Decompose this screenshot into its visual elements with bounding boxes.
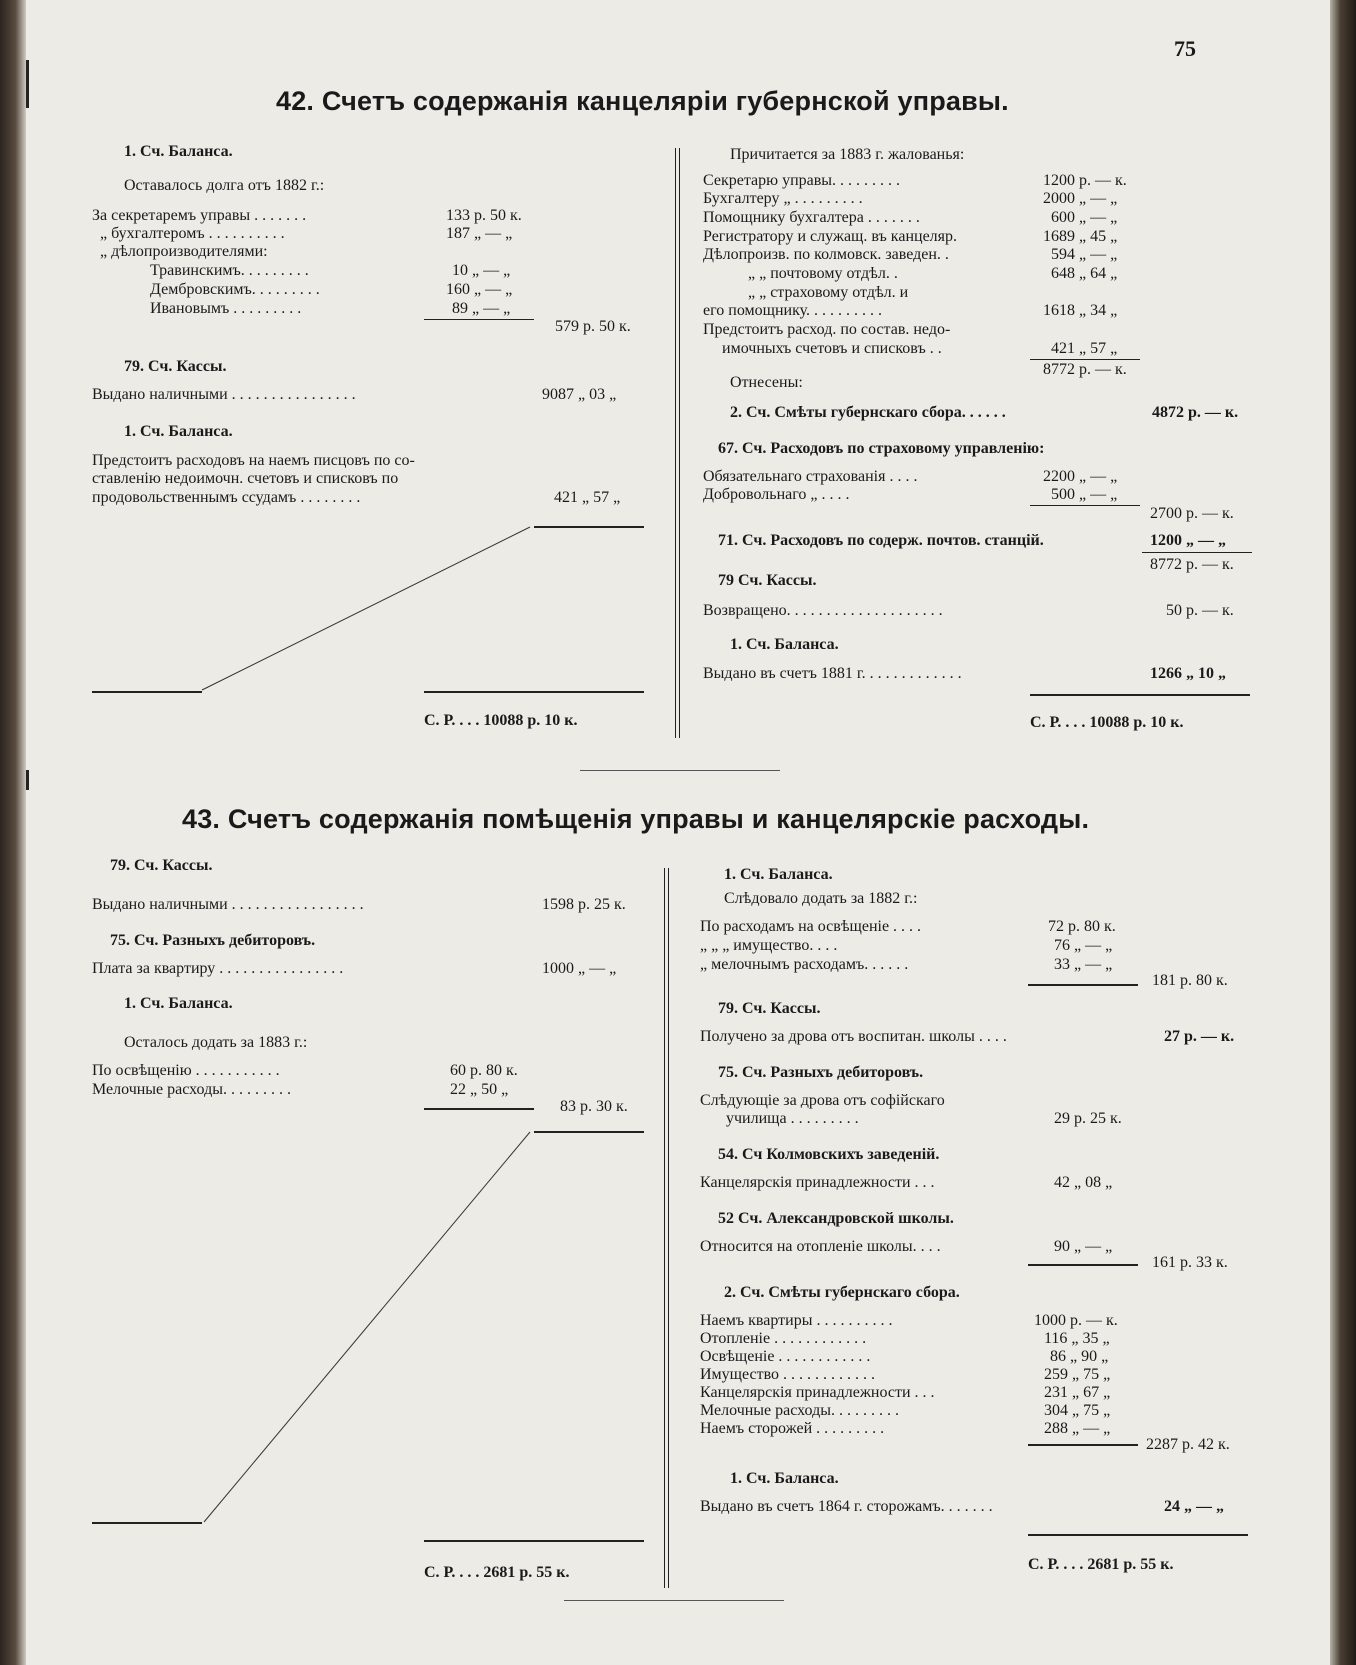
- entry-value: 1689 „ 45 „: [1043, 228, 1118, 245]
- entry-text: Предстоитъ расходовъ на наемъ писцовъ по со-: [92, 452, 415, 469]
- entry-value: 29 р. 25 к.: [1054, 1110, 1122, 1127]
- entry-value: 4872 р. — к.: [1152, 404, 1239, 421]
- subheading: Осталось додать за 1883 г.:: [124, 1034, 308, 1051]
- account-heading: 1. Сч. Баланса.: [730, 1470, 839, 1487]
- account-heading: 2. Сч. Смѣты губернскаго сбора.: [724, 1284, 960, 1301]
- entry-label: 2. Сч. Смѣты губернскаго сбора. . . . . .: [730, 404, 1006, 421]
- account-heading: 79. Сч. Кассы.: [718, 1000, 821, 1017]
- entry-value: 9087 „ 03 „: [542, 386, 617, 403]
- entry-label: Мелочные расходы. . . . . . . . .: [92, 1081, 291, 1098]
- entry-label: „ „ „ имущество. . . .: [700, 937, 838, 954]
- entry-value: 187 „ — „: [446, 225, 513, 242]
- entry-label: „ бухгалтеромъ . . . . . . . . . .: [100, 225, 285, 242]
- entry-value: 72 р. 80 к.: [1048, 918, 1116, 935]
- entry-value: 27 р. — к.: [1164, 1028, 1235, 1045]
- entry-value: 1618 „ 34 „: [1043, 302, 1118, 319]
- entry-label: Плата за квартиру . . . . . . . . . . . . . . . .: [92, 960, 344, 977]
- entry-label: Выдано наличными . . . . . . . . . . . . . . . . .: [92, 896, 364, 913]
- entry-label: Канцелярскія принадлежности . . .: [700, 1384, 935, 1401]
- account-heading: 79. Сч. Кассы.: [124, 358, 227, 375]
- entry-label: имочныхъ счетовъ и списковъ . .: [722, 340, 942, 357]
- entry-label: Секретарю управы. . . . . . . . .: [703, 172, 901, 189]
- entry-value: 90 „ — „: [1054, 1238, 1113, 1255]
- grand-total: С. Р. . . . 10088 р. 10 к.: [1030, 714, 1184, 731]
- entry-label: „ „ почтовому отдѣл. .: [748, 265, 898, 282]
- subtotal: 161 р. 33 к.: [1152, 1254, 1228, 1271]
- grand-total: С. Р. . . . 2681 р. 55 к.: [1028, 1556, 1174, 1573]
- account-heading: 54. Сч Колмовскихъ заведеній.: [718, 1146, 940, 1163]
- entry-label: По освѣщенію . . . . . . . . . . .: [92, 1062, 280, 1079]
- entry-label: Обязательнаго страхованія . . . .: [703, 468, 918, 485]
- grand-total: С. Р. . . . 10088 р. 10 к.: [424, 712, 578, 729]
- entry-label: Бухгалтеру „ . . . . . . . . .: [703, 190, 863, 207]
- entry-label: Помощнику бухгалтера . . . . . . .: [703, 209, 920, 226]
- entry-value: 22 „ 50 „: [450, 1081, 509, 1098]
- subtotal: 8772 р. — к.: [1043, 361, 1127, 378]
- entry-label: Дѣлопроизв. по колмовск. заведен. .: [703, 246, 949, 263]
- subtotal: 2287 р. 42 к.: [1146, 1436, 1230, 1453]
- entry-value: 1200 р. — к.: [1043, 172, 1127, 189]
- account-heading: 75. Сч. Разныхъ дебиторовъ.: [718, 1064, 924, 1081]
- entry-label: Наемъ квартиры . . . . . . . . . .: [700, 1312, 893, 1329]
- entry-value: 116 „ 35 „: [1044, 1330, 1110, 1347]
- subtotal: 181 р. 80 к.: [1152, 972, 1228, 989]
- entry-value: 1000 р. — к.: [1034, 1312, 1118, 1329]
- entry-label: Дембровскимъ. . . . . . . . .: [150, 281, 320, 298]
- entry-value: 421 „ 57 „: [554, 489, 621, 506]
- entry-label: училища . . . . . . . . .: [726, 1110, 859, 1127]
- entry-value: 1266 „ 10 „: [1150, 665, 1226, 682]
- subheading: Оставалось долга отъ 1882 г.:: [124, 177, 325, 194]
- entry-label: Мелочные расходы. . . . . . . . .: [700, 1402, 899, 1419]
- entry-value: 421 „ 57 „: [1051, 340, 1118, 357]
- account-heading: 1. Сч. Баланса.: [124, 423, 233, 440]
- entry-label: продовольственнымъ ссудамъ . . . . . . . .: [92, 489, 361, 506]
- entry-value: 2000 „ — „: [1043, 190, 1118, 207]
- entry-value: 133 р. 50 к.: [446, 207, 522, 224]
- entry-label: Возвращено. . . . . . . . . . . . . . . . . . . .: [703, 602, 943, 619]
- subtotal: 83 р. 30 к.: [560, 1098, 628, 1115]
- entry-label: Освѣщеніе . . . . . . . . . . . .: [700, 1348, 871, 1365]
- account-heading: 1. Сч. Баланса.: [730, 636, 839, 653]
- account-heading: 79. Сч. Кассы.: [110, 857, 213, 874]
- entry-label: Относится на отопленіе школы. . . .: [700, 1238, 941, 1255]
- entry-text: ставленію недоимочн. счетовъ и списковъ по: [92, 470, 399, 487]
- entry-value: 86 „ 90 „: [1050, 1348, 1109, 1365]
- account-heading: 52 Сч. Александровской школы.: [718, 1210, 954, 1227]
- entry-label: 71. Сч. Расходовъ по содерж. почтов. станцій.: [718, 532, 1044, 549]
- entry-value: 42 „ 08 „: [1054, 1174, 1113, 1191]
- entry-label: „ мелочнымъ расходамъ. . . . . .: [700, 956, 909, 973]
- entry-value: 600 „ — „: [1051, 209, 1118, 226]
- entry-value: 594 „ — „: [1051, 246, 1118, 263]
- section-43-title: 43. Счетъ содержанія помѣщенія управы и канцелярскіе расходы.: [182, 804, 1090, 834]
- account-heading: 1. Сч. Баланса.: [724, 866, 833, 883]
- entry-label: По расходамъ на освѣщеніе . . . .: [700, 918, 922, 935]
- entry-label: Добровольнаго „ . . . .: [703, 486, 850, 503]
- entry-label: Имущество . . . . . . . . . . . .: [700, 1366, 876, 1383]
- entry-value: 1200 „ — „: [1150, 532, 1226, 549]
- entry-label: Ивановымъ . . . . . . . . .: [150, 300, 302, 317]
- cancel-stroke: [202, 527, 530, 690]
- entry-label: Выдано въ счетъ 1881 г. . . . . . . . . . . . .: [703, 665, 962, 682]
- entry-label: Выдано въ счетъ 1864 г. сторожамъ. . . . . . .: [700, 1498, 993, 1515]
- subtotal: 579 р. 50 к.: [555, 318, 631, 335]
- entry-label: Отопленіе . . . . . . . . . . . .: [700, 1330, 867, 1347]
- entry-value: 50 р. — к.: [1166, 602, 1234, 619]
- entry-value: 2200 „ — „: [1043, 468, 1118, 485]
- entry-label: Выдано наличными . . . . . . . . . . . . . . . .: [92, 386, 356, 403]
- entry-value: 231 „ 67 „: [1044, 1384, 1111, 1401]
- account-heading: 67. Сч. Расходовъ по страховому управленію:: [718, 440, 1045, 457]
- entry-text: Слѣдующіе за дрова отъ софійскаго: [700, 1092, 945, 1109]
- entry-label: Травинскимъ. . . . . . . . .: [150, 262, 309, 279]
- entry-label: Канцелярскія принадлежности . . .: [700, 1174, 935, 1191]
- entry-label: За секретаремъ управы . . . . . . .: [92, 207, 307, 224]
- entry-label: „ „ страховому отдѣл. и: [748, 284, 909, 301]
- entry-label: Предстоитъ расход. по состав. недо-: [703, 321, 951, 338]
- cancel-stroke: [204, 1132, 530, 1522]
- entry-label: Получено за дрова отъ воспитан. школы . . . .: [700, 1028, 1007, 1045]
- entry-value: 33 „ — „: [1054, 956, 1113, 973]
- entry-value: 1000 „ — „: [542, 960, 617, 977]
- entry-label: Регистратору и служащ. въ канцеляр.: [703, 228, 958, 245]
- subtotal: 2700 р. — к.: [1150, 505, 1234, 522]
- subtotal: 8772 р. — к.: [1150, 556, 1234, 573]
- entry-value: 288 „ — „: [1044, 1420, 1111, 1437]
- entry-label: Наемъ сторожей . . . . . . . . .: [700, 1420, 885, 1437]
- subheading: Отнесены:: [730, 374, 803, 391]
- entry-value: 648 „ 64 „: [1051, 265, 1118, 282]
- entry-value: 259 „ 75 „: [1044, 1366, 1111, 1383]
- entry-value: 76 „ — „: [1054, 937, 1113, 954]
- grand-total: С. Р. . . . 2681 р. 55 к.: [424, 1564, 570, 1581]
- account-heading: 1. Сч. Баланса.: [124, 995, 233, 1012]
- section-42-title: 42. Счетъ содержанія канцеляріи губернской управы.: [276, 86, 1009, 116]
- entry-value: 160 „ — „: [446, 281, 513, 298]
- entry-value: 304 „ 75 „: [1044, 1402, 1111, 1419]
- entry-value: 10 „ — „: [452, 262, 511, 279]
- subheading: Слѣдовало додать за 1882 г.:: [724, 890, 918, 907]
- subheading: Причитается за 1883 г. жалованья:: [730, 146, 965, 163]
- entry-value: 24 „ — „: [1164, 1498, 1224, 1515]
- account-heading: 1. Сч. Баланса.: [124, 143, 233, 160]
- entry-value: 500 „ — „: [1051, 486, 1118, 503]
- entry-value: 1598 р. 25 к.: [542, 896, 626, 913]
- account-heading: 79 Сч. Кассы.: [718, 572, 817, 589]
- entry-label: его помощнику. . . . . . . . . .: [703, 302, 883, 319]
- entry-value: 60 р. 80 к.: [450, 1062, 518, 1079]
- account-heading: 75. Сч. Разныхъ дебиторовъ.: [110, 932, 316, 949]
- entry-label: „ дѣлопроизводителями:: [100, 243, 268, 260]
- entry-value: 89 „ — „: [452, 300, 511, 317]
- page-number: 75: [1174, 36, 1196, 61]
